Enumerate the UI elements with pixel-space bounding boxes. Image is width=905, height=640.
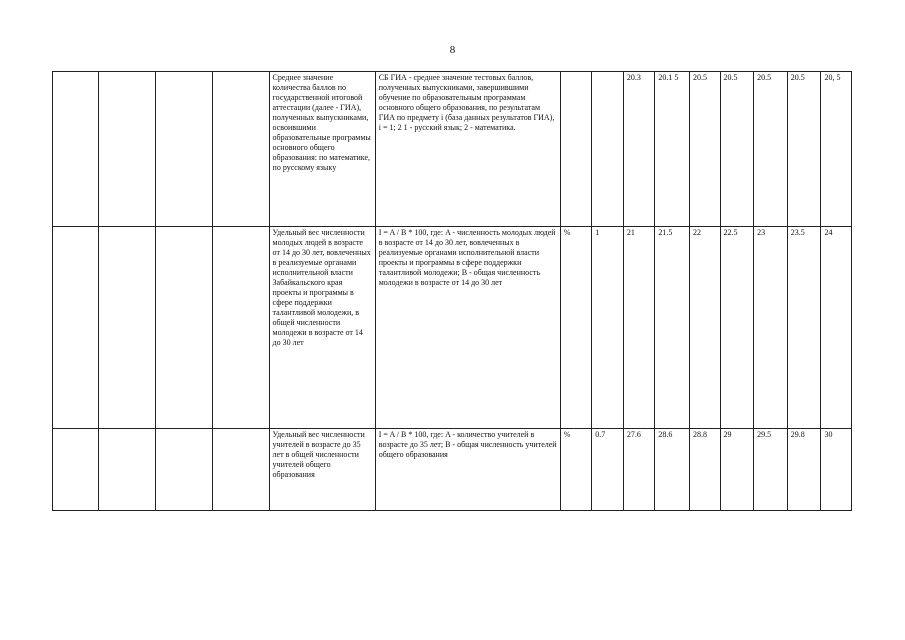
value-cell: 20.5 (720, 72, 754, 227)
formula-cell: СБ ГИА - среднее значение тестовых баллов, полученных выпускниками, завершившими обучение по образовательным программам основного общего образования, по результатам ГИА по предмету i (база данных результатов ГИА), i = 1; 2 1 - русский язык; 2 - математика. (375, 72, 560, 227)
value-cell: 23 (754, 227, 788, 429)
formula-cell: I = A / B * 100, где: A - численность молодых людей в возрасте от 14 до 30 лет, вовлеченных в реализуемые органами исполнительной власти проекты и программы в сфере поддержки талантливой молодежи; B - общая численность молодежи в возрасте от 14 до 30 лет (375, 227, 560, 429)
empty-cell (212, 72, 269, 227)
table-row (53, 72, 852, 227)
value-cell: 21.5 (655, 227, 690, 429)
empty-cell (53, 429, 99, 511)
empty-cell (156, 72, 213, 227)
value-cell: 20.5 (690, 72, 720, 227)
value-cell: 29 (720, 429, 754, 511)
page-number: 8 (449, 44, 456, 56)
unit-cell (560, 72, 592, 227)
table-row (53, 227, 852, 429)
indicator-cell: Удельный вес численности учителей в возрасте до 35 лет в общей численности учителей общего образования (269, 429, 375, 511)
unit-cell: % (560, 227, 592, 429)
base-value-cell: 1 (592, 227, 624, 429)
value-cell: 20.5 (754, 72, 788, 227)
empty-cell (99, 72, 156, 227)
empty-cell (53, 72, 99, 227)
empty-cell (156, 227, 213, 429)
value-cell: 21 (623, 227, 655, 429)
value-cell: 27.6 (623, 429, 655, 511)
empty-cell (99, 429, 156, 511)
table-row (53, 429, 852, 511)
base-value-cell (592, 72, 624, 227)
value-cell: 20.3 (623, 72, 655, 227)
indicator-cell: Среднее значение количества баллов по государственной итоговой аттестации (далее - ГИА), полученных выпускниками, освоившими образовательные программы основного общего образования: по математике, по русскому языку (269, 72, 375, 227)
value-cell: 29.8 (787, 429, 821, 511)
empty-cell (53, 227, 99, 429)
indicator-cell: Удельный вес численности молодых людей в возрасте от 14 до 30 лет, вовлеченных в реализуемые органами исполнительной власти Забайкальского края проекты и программы в сфере поддержки талантливой молодежи, в общей численности молодежи в возрасте от 14 до 30 лет (269, 227, 375, 429)
formula-cell: I = A / B * 100, где: A - количество учителей в возрасте до 35 лет; B - общая численность учителей общего образования (375, 429, 560, 511)
value-cell: 20.5 (787, 72, 821, 227)
value-cell: 20, 5 (821, 72, 852, 227)
value-cell: 24 (821, 227, 852, 429)
empty-cell (99, 227, 156, 429)
unit-cell: % (560, 429, 592, 511)
base-value-cell: 0.7 (592, 429, 624, 511)
value-cell: 30 (821, 429, 852, 511)
value-cell: 22 (690, 227, 720, 429)
value-cell: 28.8 (690, 429, 720, 511)
empty-cell (212, 227, 269, 429)
value-cell: 23.5 (787, 227, 821, 429)
empty-cell (212, 429, 269, 511)
indicators-table (52, 71, 852, 511)
value-cell: 28.6 (655, 429, 690, 511)
value-cell: 29.5 (754, 429, 788, 511)
empty-cell (156, 429, 213, 511)
value-cell: 20.1 5 (655, 72, 690, 227)
value-cell: 22.5 (720, 227, 754, 429)
